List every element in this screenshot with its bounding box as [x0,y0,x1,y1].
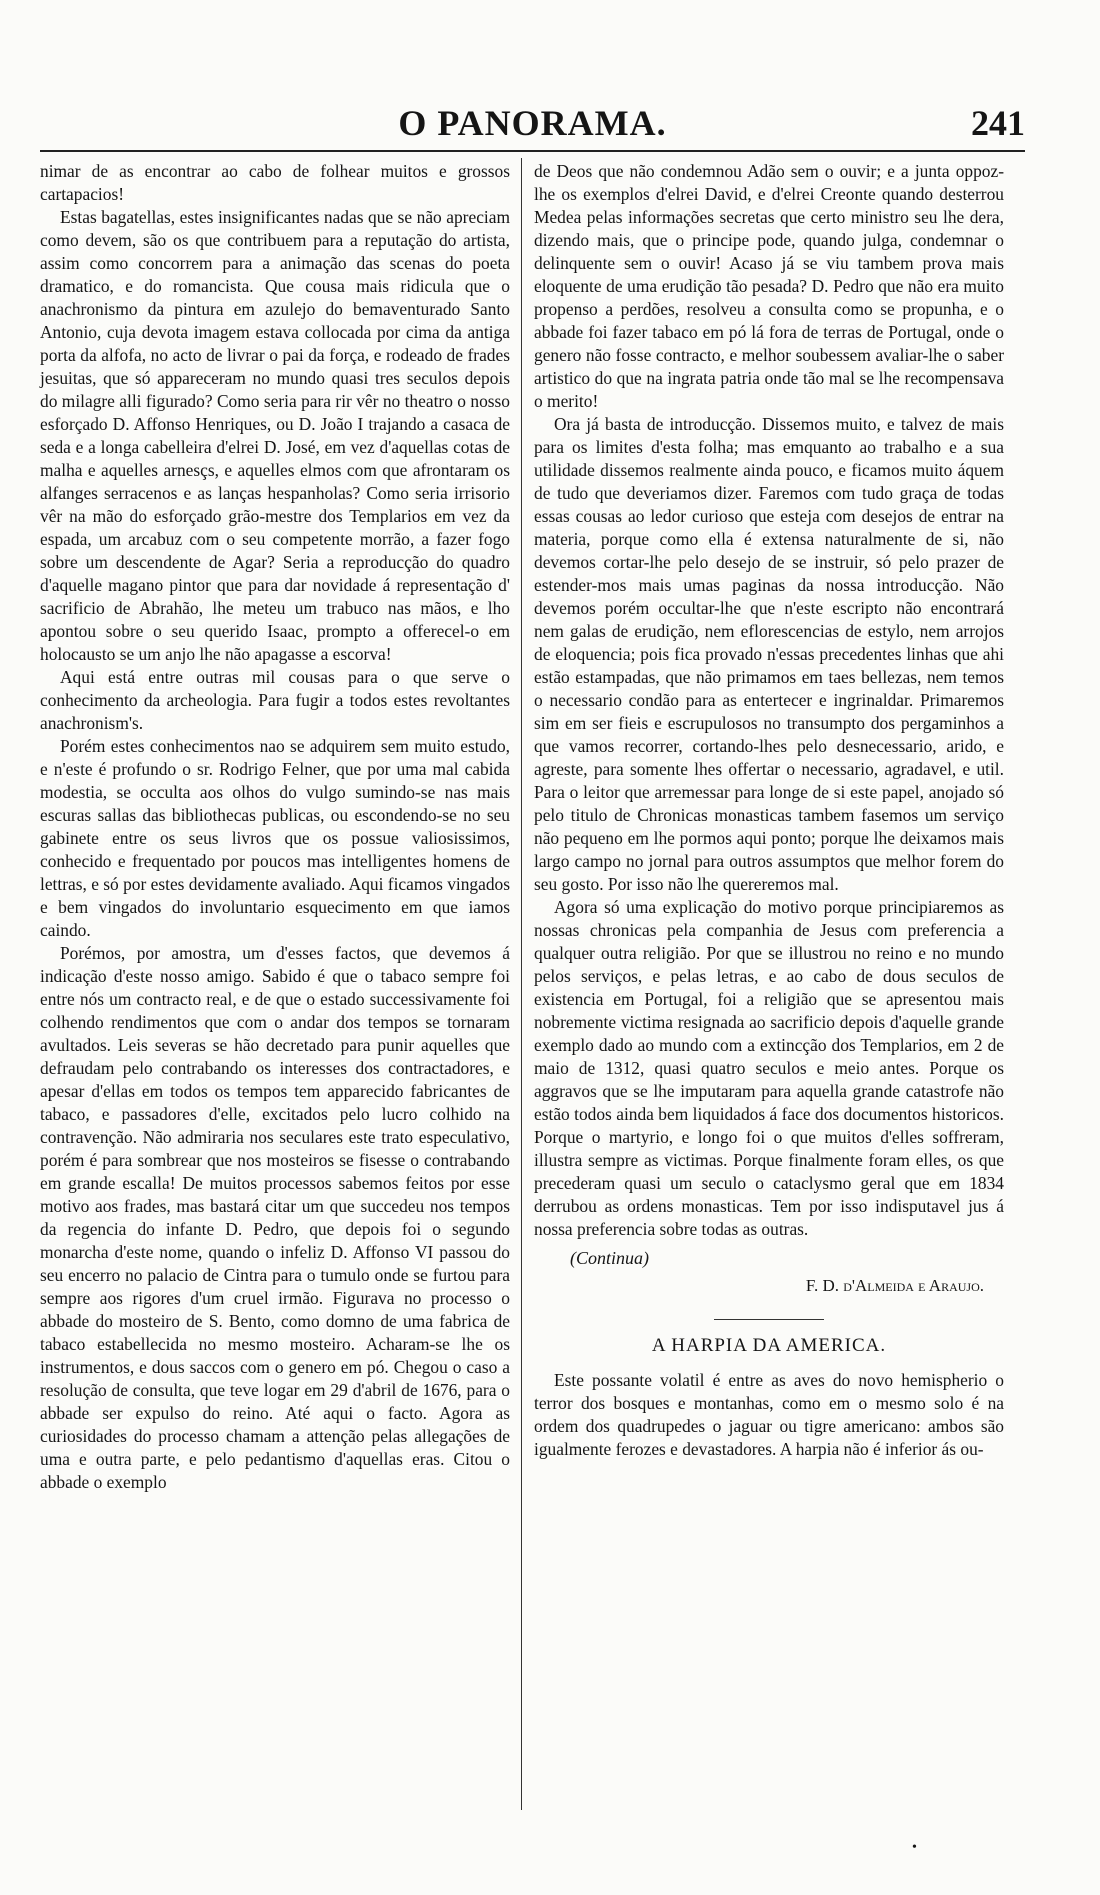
section-rule [714,1319,824,1320]
paragraph: Este possante volatil é entre as aves do novo hemispherio o terror dos bosques e montanhas, como em o mesmo solo é na ordem dos quadrupedes o jaguar ou tigre americano: ambos são igualmente ferozes e devastadores. A harpia não é inferior ás ou- [534,1370,1004,1459]
left-column [40,160,510,1494]
paragraph: nimar de as encontrar ao cabo de folhear muitos e grossos cartapacios! [40,161,510,204]
page-header [40,102,1025,150]
paragraph: Estas bagatellas, estes insignificantes nadas que se não apreciam como devem, são os que contribuem para a reputação do artista, assim como concorrem para a animação das scenas do poeta dramatico, e do romancista. Que cousa mais ridicula que o anachronismo da pintura em azulejo do bemaventurado Santo Antonio, cuja devota imagem estava collocada por cima da antiga porta da alfofa, no acto de livrar o pai da força, e rodeado de frades jesuitas, que só appareceram no mundo quasi tres seculos depois do milagre alli figurado? Como seria para rir vêr no theatro o nosso esforçado D. Affonso Henriques, ou D. João I trajando a casaca de seda e a longa cabelleira d'elrei D. José, em vez d'aquellas cotas de malha e aquelles arnesçs, e aquelles elmos com que afrontaram os alfanges serracenos e as lanças hespanholas? Como seria irrisorio vêr na mão do esforçado grão-mestre dos Templarios em vez da espada, um arcabuz com o seu competente morrão, a fazer fogo sobre um descendente de Agar? Seria a reproducção do quadro d'aquelle magano pintor que para dar novidade á representação d' sacrificio de Abrahão, lhe meteu um trabuco nas mãos, e lho apontou sobre o seu querido Isaac, prompto a offerecel-o em holocausto se um anjo lhe não apagasse a escorva! [40,207,510,664]
paragraph: Porém estes conhecimentos nao se adquirem sem muito estudo, e n'este é profundo o sr. Rodrigo Felner, que por uma mal cabida modestia, se occulta aos olhos do vulgo sumindo-se nas mais escuras sallas das bibliothecas publicas, ou escondendo-se no seu gabinete entre os seus livros que os possue valiosissimos, conhecido e frequentado por poucos mas intelligentes homens de lettras, e só por estes devidamente avaliado. Aqui ficamos vingados e bem vingados do involuntario esquecimento em que iamos caindo. [40,736,510,940]
paragraph: Ora já basta de introducção. Dissemos muito, e talvez de mais para os limites d'esta folha; mas emquanto ao trabalho e a sua utilidade dissemos realmente ainda pouco, e ficamos muito áquem de tudo que deveriamos dizer. Faremos com tudo graça de todas essas cousas ao ledor curioso que esteja com desejos de entrar na materia, porque como ella é extensa naturalmente de si, não devemos cortar-lhe pelo desejo de se instruir, só pelo prazer de estender-mos mais umas paginas da nossa introducção. Não devemos porém occultar-lhe que n'este escripto não encontrará nem galas de erudição, nem eflorescencias de estylo, nem arrojos de eloquencia; pois fica provado n'essas precedentes linhas que ahi estão estampadas, que não primamos em taes bellezas, nem temos o necessario condão para as entertecer e ingrinaldar. Primaremos sim em ser fieis e escrupulosos no transumpto dos pergaminhos a que vamos recorrer, cortando-lhes pelo desnecessario, arido, e agreste, para somente lhes offertar o necessario, agradavel, e util. Para o leitor que arremessar para longe de si este papel, anojado só pelo titulo de Chronicas monasticas tambem fasemos um serviço não pequeno em lhe pormos aqui ponto; porque lhe deixamos mais largo campo no jornal para outros assumptos que melhor forem do seu gosto. Por isso não lhe quereremos mal. [534,414,1004,894]
paragraph: Porémos, por amostra, um d'esses factos, que devemos á indicação d'este nosso amigo. Sabido é que o tabaco sempre foi entre nós um contracto real, e de que o estado successivamente foi colhendo rendimentos que com o andar dos tempos se tornaram avultados. Leis severas se hão decretado para punir aquelles que defraudam pelo contrabando os interesses dos contractadores, e apesar d'ellas em todos os tempos tem apparecido fabricantes de tabaco, e passadores d'elle, excitados pelo lucro colhido na contravenção. Não admiraria nos seculares este trato especulativo, porém é para sombrear que nos mosteiros se fisesse o contrabando em grande escalla! De muitos processos sabemos feitos por esse motivo aos frades, mas bastará citar um que succedeu nos tempos da regencia do infante D. Pedro, que depois foi o segundo monarcha d'este nome, quando o infeliz D. Affonso VI passou do seu encerro no palacio de Cintra para o tumulo onde se furtou para sempre aos rigores d'um cruel irmão. Figurava no processo o abbade do mosteiro de S. Bento, como domno de uma fabrica de tabaco estabellecida no mesmo mosteiro. Acharam-se lhe os instrumentos, e dous saccos com o genero em pó. Chegou o caso a resolução de consulta, que teve logar em 29 d'abril de 1676, para o abbade ser expulso do reino. Até aqui o facto. Agora as curiosidades do processo chamam a attenção pelas allegações de uma e outra parte, e pelo pedantismo d'aquellas eras. Citou o abbade o exemplo [40,943,510,1492]
paragraph: de Deos que não condemnou Adão sem o ouvir; e a junta oppoz-lhe os exemplos d'elrei David, e d'elrei Creonte quando desterrou Medea pelas informações secretas que certo ministro seu lhe dera, dizendo mais, que o principe pode, quando julga, condemnar o delinquente sem o ouvir! Acaso já se viu tambem prova mais eloquente de uma erudição tão pesada? D. Pedro que não era muito propenso a perdões, resolveu a consulta como se propunha, e o abbade foi fazer tabaco em pó lá fora de terras de Portugal, onde o genero não fosse contracto, e melhor soubessem avaliar-lhe o saber artistico do que na ingrata patria onde tão mal se lhe recompensava o merito! [534,161,1004,411]
header-rule [40,150,1025,152]
author-signature: F. D. d'Almeida e Araujo. [805,1276,984,1295]
paragraph: Agora só uma explicação do motivo porque principiaremos as nossas chronicas pela companhia de Jesus com preferencia a qualquer outra religião. Por que se illustrou no reino e no mundo pelos serviços, e pelas letras, e ao cabo de dous seculos de existencia em Portugal, foi a religião que se apresentou mais nobremente victima resignada ao sacrificio depois d'aquelle grande exemplo dado ao mundo com a extincção dos Templarios, em 2 de maio de 1312, quasi quatro seculos e meio antes. Porque os aggravos que se lhe imputaram para aquella grande catastrofe não estão todos ainda bem liquidados á face dos documentos historicos. Porque o martyrio, e longo foi o que muitos d'elles soffreram, illustra sempre as victimas. Porque finalmente foram elles, os que precederam quasi um seculo o cataclysmo geral que em 1834 derrubou as ordens monasticas. Tem por isso indisputavel jus á nossa preferencia sobre todas as outras. [534,897,1004,1239]
ornament-dot: • [912,1840,917,1855]
publication-title: O PANORAMA. [398,103,667,143]
page-number: 241 [971,103,1025,143]
paragraph: Aqui está entre outras mil cousas para o que serve o conhecimento da archeologia. Para fugir a todos estes revoltantes anachronism's. [40,667,510,733]
section-title: A HARPIA DA AMERICA. [651,1335,887,1356]
continua-note: (Continua) [570,1248,649,1268]
right-column [534,160,1004,1461]
column-divider [521,158,522,1810]
